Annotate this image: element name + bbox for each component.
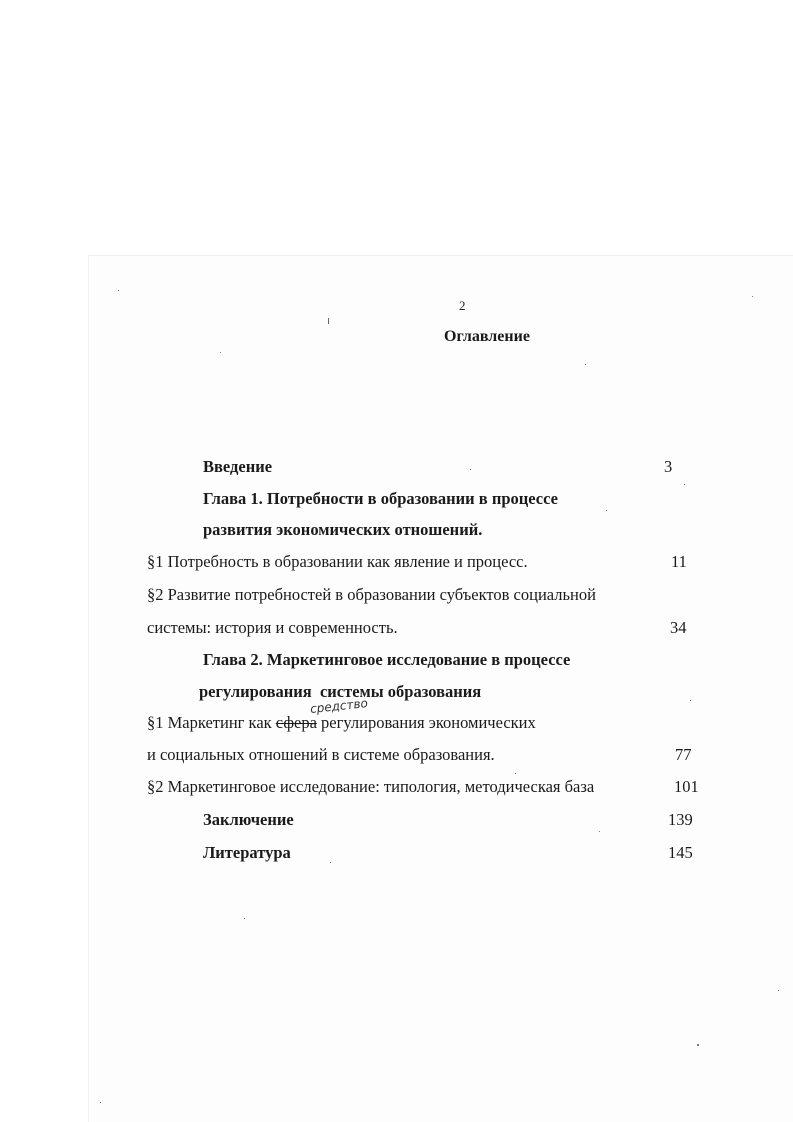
toc-ch1-sec1-label: §1 Потребность в образовании как явление и процесс. [147,552,528,571]
page-number: 2 [459,298,466,313]
scan-speck [585,364,586,365]
scan-speck [220,352,221,353]
scan-speck [470,469,471,470]
page-title: Оглавление [444,328,530,345]
toc-conclusion-page: 139 [668,810,693,829]
struck-word: сфера [275,713,317,732]
scan-speck [606,510,607,511]
toc-literature-page: 145 [668,843,693,862]
scan-speck [778,990,779,991]
scan-speck [690,700,691,701]
scan-mark [328,318,329,324]
toc-ch2-sec2-page: 101 [674,777,699,796]
toc-ch2-sec1-prefix: §1 Маркетинг как [147,713,276,732]
toc-chapter1-line1: Глава 1. Потребности в образовании в процессе [203,489,558,508]
toc-literature-label: Литература [203,843,291,862]
scan-speck [697,1044,699,1046]
toc-entry-intro-page: 3 [664,457,673,476]
scan-speck [599,831,600,832]
scan-speck [684,484,685,485]
toc-chapter2-line1: Глава 2. Маркетинговое исследование в процессе [203,650,571,669]
toc-ch1-sec2-line2: системы: история и современность. [147,618,398,637]
handwritten-correction: средство [309,696,369,716]
scan-speck [100,1102,101,1103]
toc-chapter2-line2: регулирования системы образования [199,682,482,701]
scan-speck [118,290,119,291]
toc-ch2-sec1-line2: и социальных отношений в системе образования. [147,745,495,764]
toc-ch2-sec2-label: §2 Маркетинговое исследование: типология, методическая база [147,777,595,796]
toc-ch2-sec1-line1 [147,713,536,733]
toc-conclusion-label: Заключение [203,810,294,829]
scan-speck [515,773,516,774]
toc-ch2-sec1-suffix: регулирования экономических [316,713,536,732]
toc-entry-intro-label: Введение [203,457,273,476]
scan-speck [330,862,331,863]
toc-chapter1-line2: развития экономических отношений. [203,520,483,539]
scan-speck [244,918,245,919]
toc-ch1-sec2-line1: §2 Развитие потребностей в образовании субъектов социальной [147,585,596,604]
toc-ch2-sec1-page: 77 [675,745,692,764]
toc-ch1-sec1-page: 11 [671,552,687,571]
scan-speck [752,296,753,297]
toc-ch1-sec2-page: 34 [670,618,687,637]
